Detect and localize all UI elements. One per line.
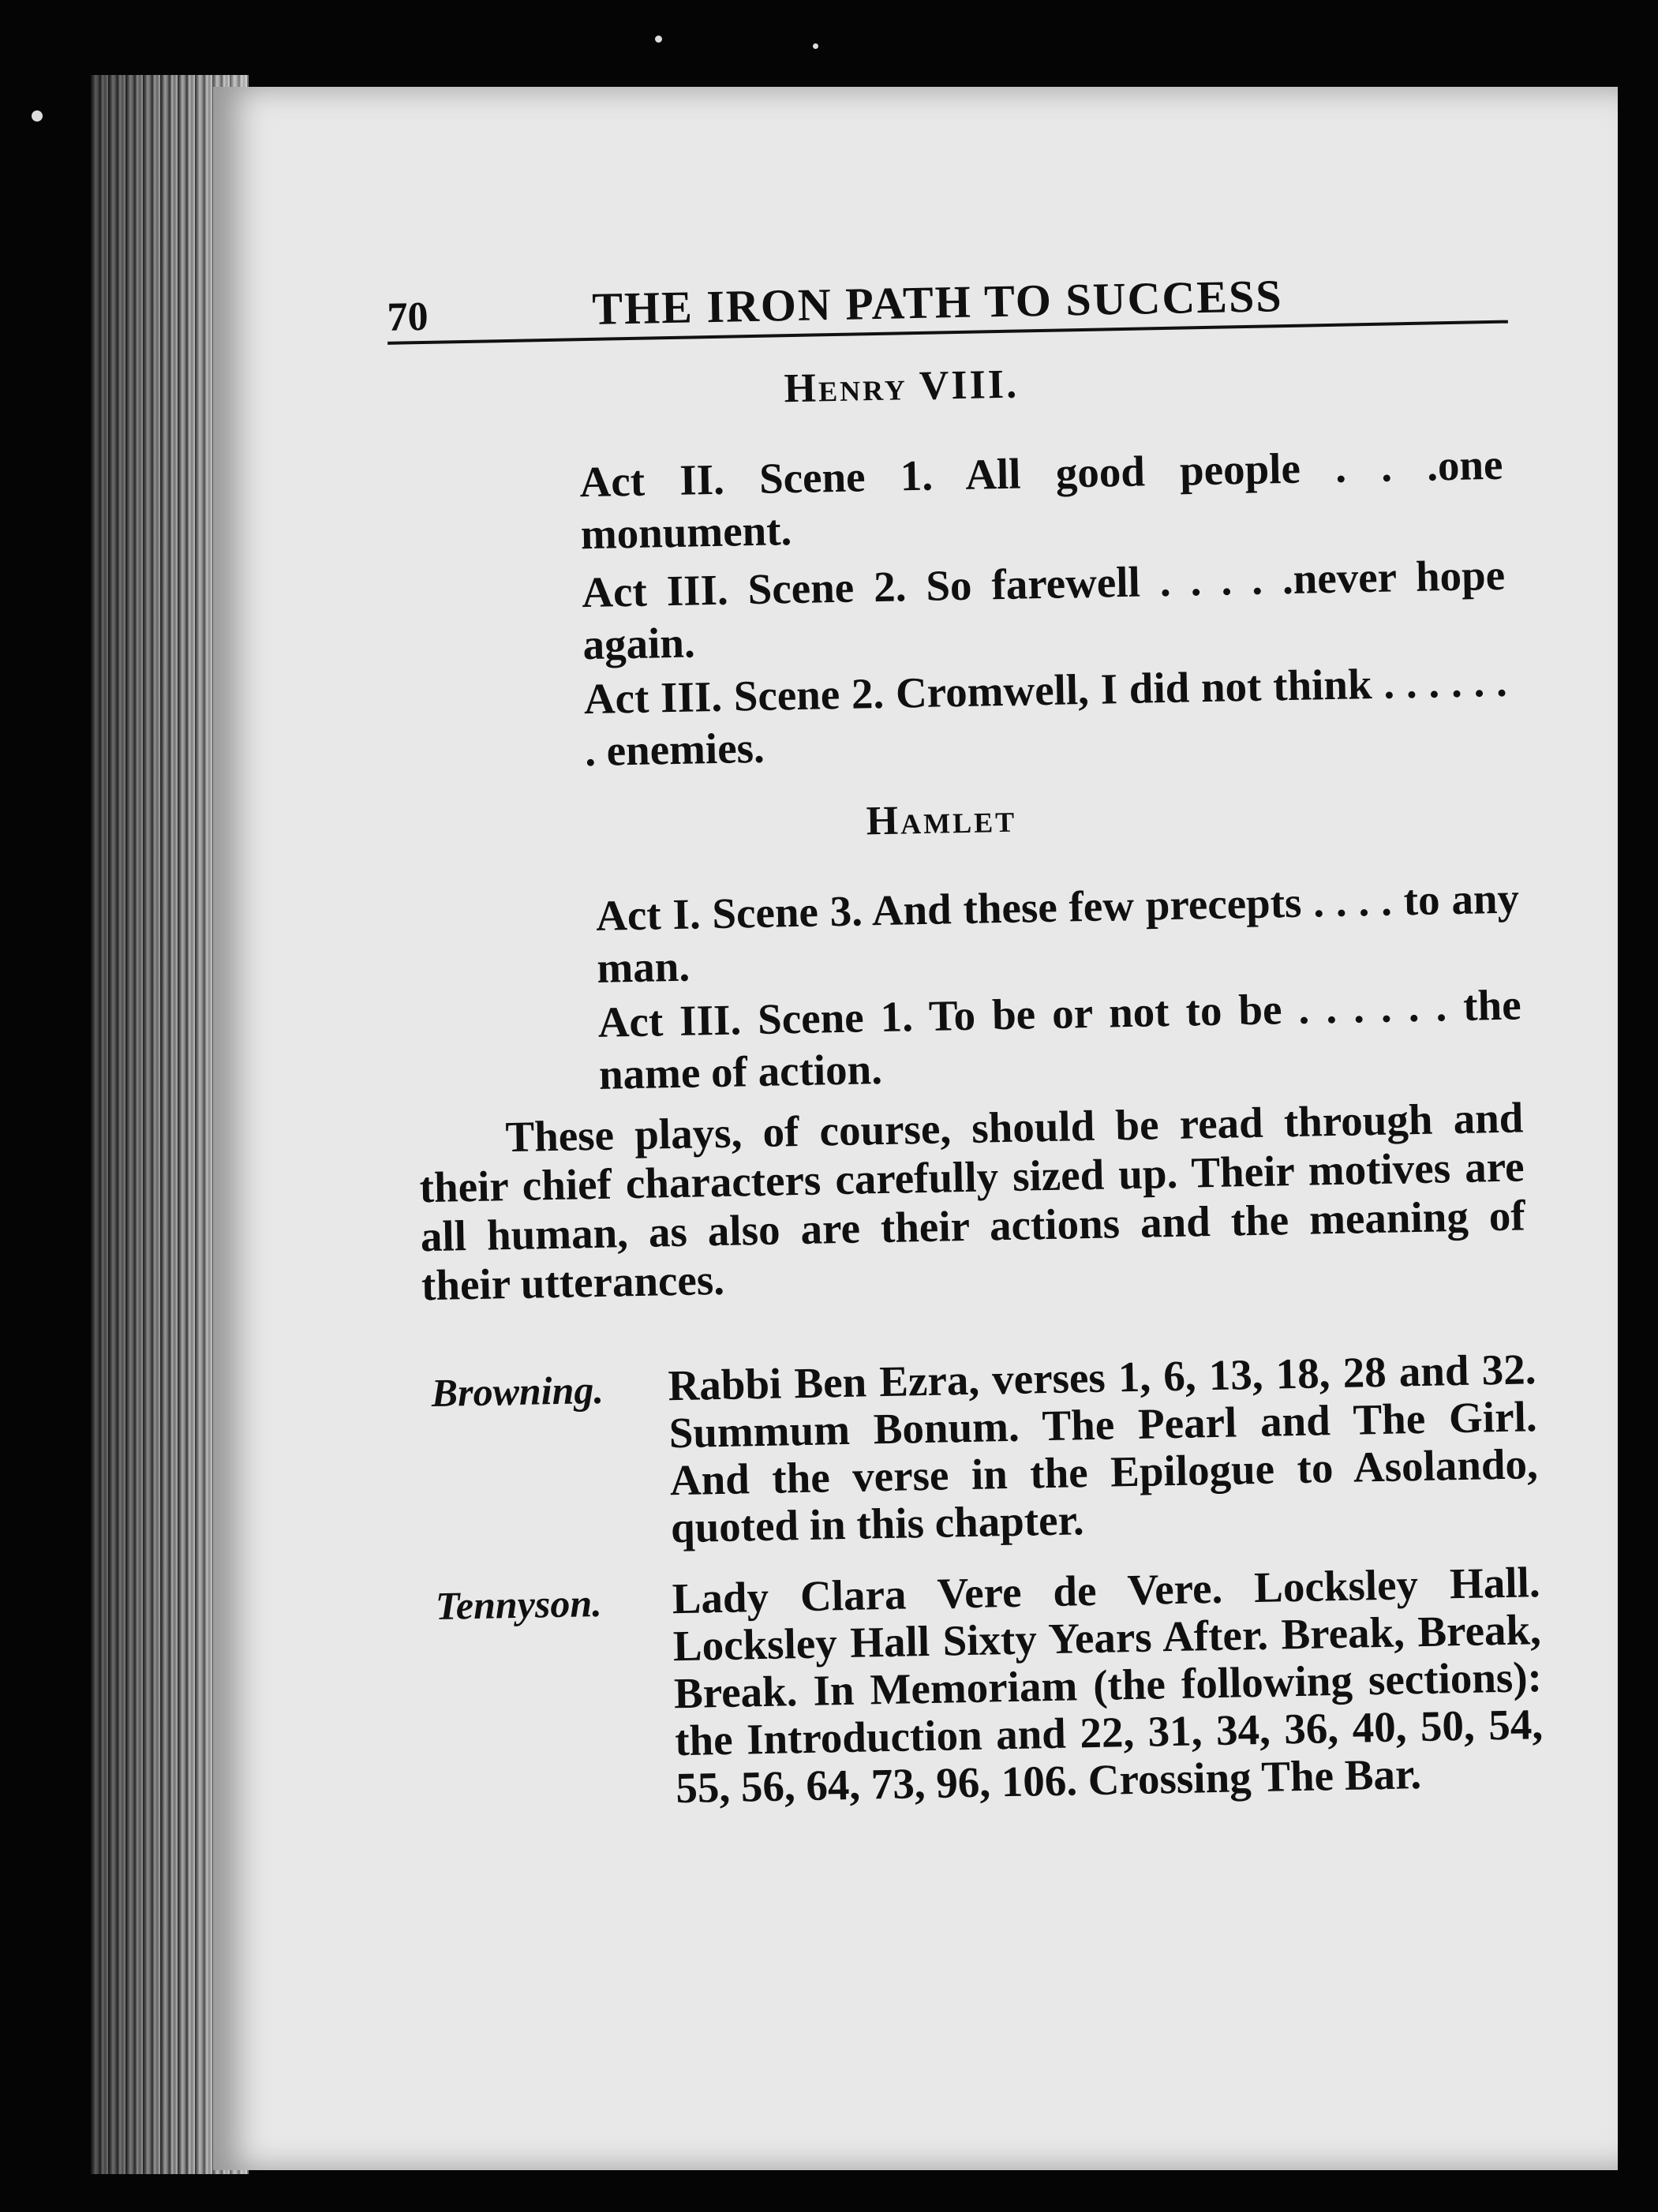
body-paragraph: These plays, of course, should be read through and their chief characters carefully sized up. Their motives are all human, as also are their actions and the meaning of their utterances. <box>419 1093 1526 1310</box>
henry-viii-entry-3: Act III. Scene 2. Cromwell, I did not think . . . . . . . enemies. <box>583 657 1508 776</box>
running-title: THE IRON PATH TO SUCCESS <box>591 270 1284 335</box>
henry-viii-entry-2: Act III. Scene 2. So farewell . . . . .never hope again. <box>581 550 1506 669</box>
page-number: 70 <box>386 294 429 340</box>
section-heading-henry-viii: Henry VIII. <box>784 361 1020 412</box>
author-works: Lady Clara Vere de Vere. Locksley Hall. Locksley Hall Sixty Years After. Break, Break, Break. In Memoriam (the following sections): the Introduction and 22, 31, 34, 36, 40, 50, 54, 55, 56, 64, 73, 96, 106. Crossing The Bar. <box>672 1558 1544 1813</box>
author-name: Tennyson. <box>435 1580 603 1628</box>
henry-viii-entry-1: Act II. Scene 1. All good people . . .one monument. <box>578 440 1503 559</box>
hamlet-entry-2: Act III. Scene 1. To be or not to be . . . . . . the name of action. <box>597 980 1522 1099</box>
hamlet-entry-1: Act I. Scene 3. And these few precepts . . . . to any man. <box>595 874 1520 992</box>
scan-speck <box>813 43 818 49</box>
author-entry-tennyson <box>435 1558 1544 1813</box>
author-name: Browning. <box>431 1367 604 1416</box>
book-page <box>213 87 1618 2170</box>
author-entry-browning <box>431 1345 1539 1552</box>
scan-speck <box>32 110 43 122</box>
section-heading-hamlet: Hamlet <box>866 795 1017 844</box>
author-works: Rabbi Ben Ezra, verses 1, 6, 13, 18, 28 and 32. Summum Bonum. The Pearl and The Girl. And the verse in the Epilogue to Asolando, quoted in this chapter. <box>667 1345 1539 1552</box>
running-head <box>387 257 1508 345</box>
scan-speck <box>655 36 662 43</box>
page-content <box>193 73 1637 2184</box>
